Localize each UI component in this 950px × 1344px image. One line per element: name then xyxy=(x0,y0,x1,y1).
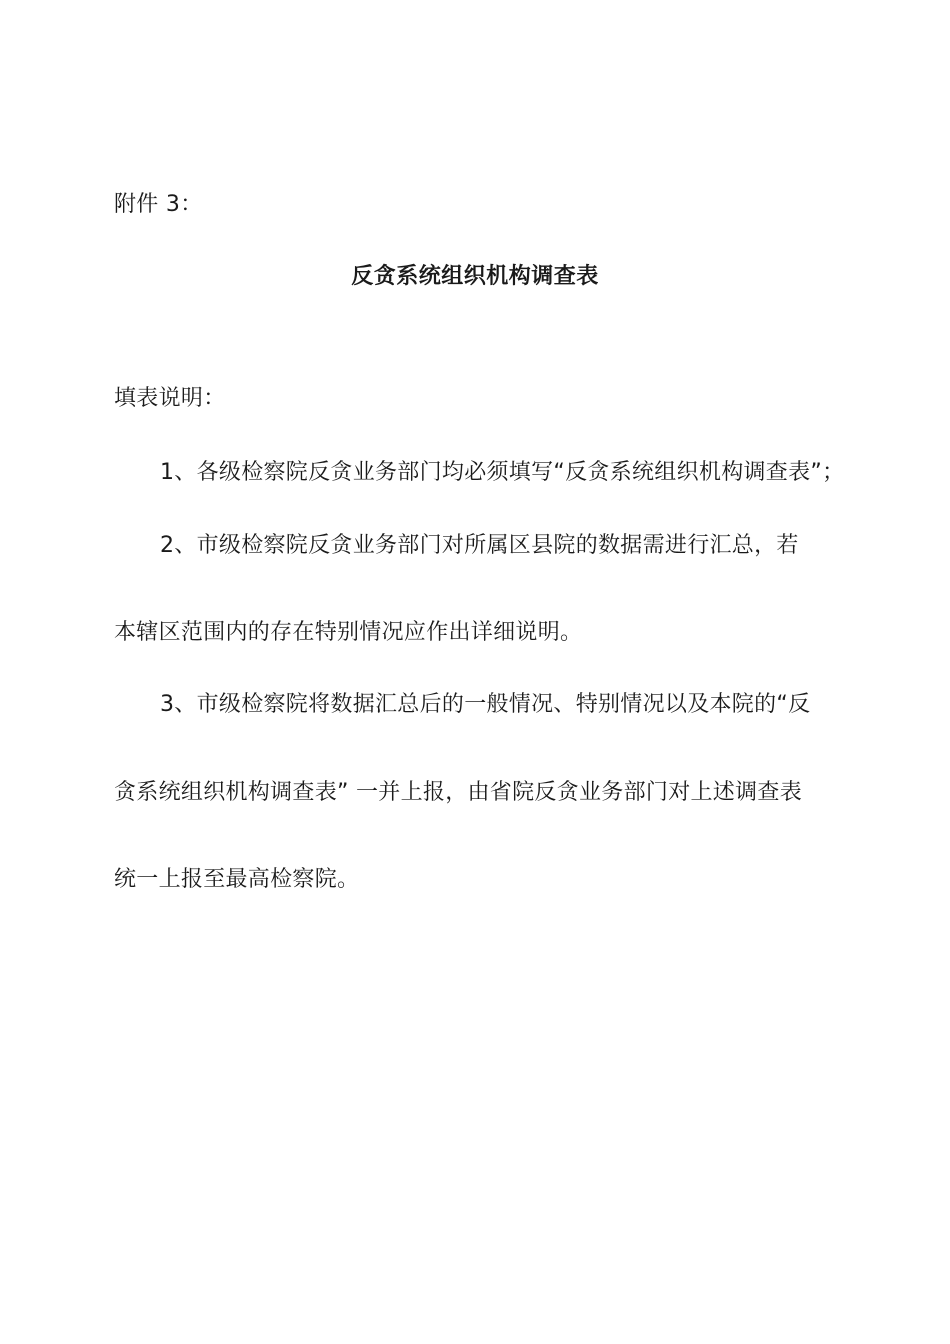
attachment-label: 附件 3： xyxy=(114,192,203,217)
instruction-item-2-line-1: 2、市级检察院反贪业务部门对所属区县院的数据需进行汇总，若 xyxy=(160,533,799,558)
instruction-item-3-line-3: 统一上报至最高检察院。 xyxy=(114,867,360,892)
instruction-item-3-line-2: 贪系统组织机构调查表” 一并上报，由省院反贪业务部门对上述调查表 xyxy=(114,780,802,805)
page-title: 反贪系统组织机构调查表 xyxy=(351,264,599,289)
instruction-item-3-line-1: 3、市级检察院将数据汇总后的一般情况、特别情况以及本院的“反 xyxy=(160,692,811,717)
instruction-item-2-line-2: 本辖区范围内的存在特别情况应作出详细说明。 xyxy=(114,620,583,645)
instruction-item-1: 1、各级检察院反贪业务部门均必须填写“反贪系统组织机构调查表”； xyxy=(160,460,845,485)
instructions-heading: 填表说明： xyxy=(114,386,226,411)
